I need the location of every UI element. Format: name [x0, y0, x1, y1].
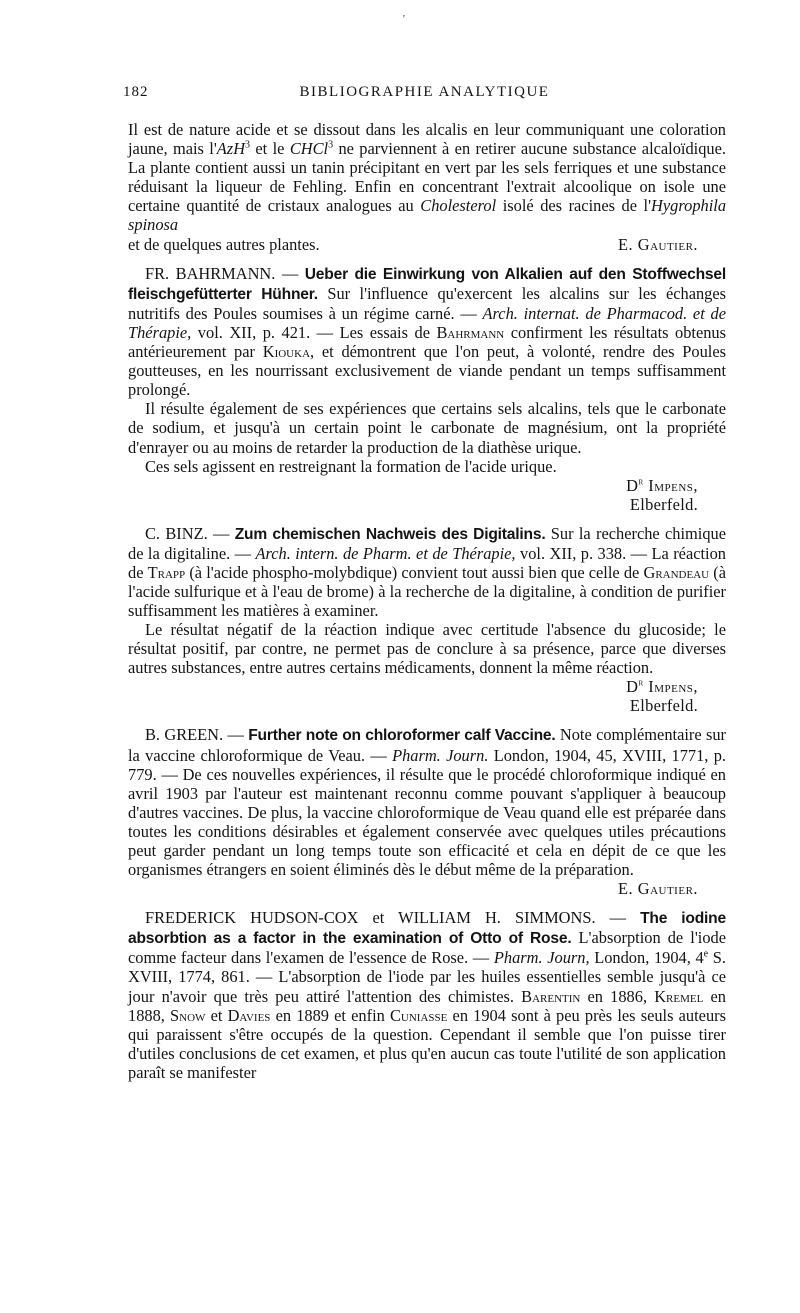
signature-impens-2: $D^r$ Impens, [626, 677, 698, 697]
entry-green: B. GREEN. — Further note on chloroformer calf Vaccine. Note complémentaire sur la vaccine chloroformique de Veau. — Pharm. Journ. London, 1904, 45, XVIII, 1771, p. 779. — De ces nouvelles expériences, il résulte que le procédé chloroformique indiqué en avril 1903 par l'auteur est maintenant reconnu comme pouvant s'appliquer à beaucoup d'autres vaccines. De plus, la vaccine chloroformique de Veau quand elle est préparée dans toutes les conditions désirables et également conservée avec quelques utiles précautions peut garder pendant un long temps toute son efficacité et cela en dépit de ce que les organismes étrangers en soient éliminés dès le début même de la préparation. [128, 725, 727, 880]
page-body [128, 120, 726, 1082]
journal-binz: Arch. intern. de Pharm. et de Thérapie, [255, 543, 516, 563]
author-binz: C. BINZ. [145, 523, 208, 543]
entry-hudson-cox: FREDERICK HUDSON-COX et WILLIAM H. SIMMONS. — The iodine absorbtion as a factor in the examination of Otto of Rose. L'absorption de l'iode comme facteur dans l'examen de l'essence de Rose. — Pharm. Journ, London, 1904, 4e S. XVIII, 1774, 861. — L'absorption de l'iode par les huiles essentielles semble jusqu'à ce jour n'avoir que très peu attiré l'attention des chimistes. Barentin en 1886, Kremel en 1888, Snow et Davies en 1889 et enfin Cuniasse en 1904 sont à peu près les seuls auteurs qui paraissent s'être occupés de la question. Cependant il semble que l'on puisse tirer d'utiles conclusions de cet examen, et plus qu'en aucun cas toute l'utilité de son application paraît se manifester [128, 908, 726, 1082]
author-bahrmann: FR. BAHRMANN. [145, 263, 276, 283]
title-green: Further note on chloroformer calf Vaccine. [248, 727, 556, 745]
signature-impens-1: $D^r$ Impens, [626, 475, 698, 495]
author-hudson-cox: FREDERICK HUDSON-COX et WILLIAM H. SIMMONS. [145, 908, 596, 928]
title-hudson-cox: The iodine absorbtion as a factor in the examination of Otto of Rose. [128, 910, 726, 948]
page-number: 182 [123, 84, 149, 100]
running-header [123, 84, 726, 106]
entry-bahrmann: FR. BAHRMANN. — Ueber die Einwirkung von Alkalien auf den Stoffwechsel fleischgefütterter Hühner. Sur l'influence qu'exercent les alcalins sur les échanges nutritifs des Poules soumises à un régime carné. — Arch. internat. de Pharmacod. et de Thérapie, vol. XII, p. 421. — Les essais de Bahrmann confirment les résultats obtenus antérieurement par Kiouka, et démontrent que l'on peut, à volonté, rendre des Poules goutteuses, en les nourrissant exclusivement de viande pendant un temps suffisamment prolongé. [128, 263, 727, 400]
bahrmann-paragraph-2: Il résulte également de ses expériences que certains sels alcalins, tels que le carbonate de sodium, et jusqu'à un certain point le carbonate de magnésium, ont la propriété d'enrayer ou au moins de retarder la production de la diathèse urique. [128, 399, 726, 457]
stray-mark: ' [403, 14, 405, 25]
signature-city-1: Elberfeld. [629, 494, 698, 514]
journal-green: Pharm. Journ. [392, 745, 489, 765]
signature-city-2: Elberfeld. [629, 696, 698, 716]
journal-bahrmann: Arch. internat. de Pharmacod. et de Thérapie, [128, 303, 726, 342]
signature-gautier-2: E. Gautier. [618, 879, 698, 899]
intro-paragraph: Il est de nature acide et se dissout dans les alcalis en leur communiquant une coloration jaune, mais l'AzH$^3$ et le CHCl$^3$ ne parviennent à en retirer aucune substance alcaloïdique. La plante contient aussi un tanin précipitant en vert par les sels ferriques et une substance réduisant la liqueur de Fehling. Enfin en concentrant l'extrait alcoolique on isole une certaine quantité de cristaux analogues au Cholesterol isolé des racines de l'Hygrophila spinosa [128, 120, 727, 235]
signature-gautier: E. Gautier. [618, 234, 698, 254]
running-title: BIBLIOGRAPHIE ANALYTIQUE [299, 84, 550, 100]
journal-hudson-cox: Pharm. Journ, [493, 948, 590, 968]
binz-paragraph-2: Le résultat négatif de la réaction indique avec certitude l'absence du glucoside; le résultat positif, par contre, ne permet pas de conclure à sa présence, parce que diverses autres substances, entre autres certains médicaments, donnent la même réaction. [128, 620, 726, 678]
title-bahrmann: Ueber die Einwirkung von Alkalien auf den Stoffwechsel fleischgefütterter Hühner. [128, 265, 726, 303]
entry-binz: C. BINZ. — Zum chemischen Nachweis des Digitalins. Sur la recherche chimique de la digitaline. — Arch. intern. de Pharm. et de Thérapie, vol. XII, p. 338. — La réaction de Trapp (à l'acide phospho-molybdique) convient tout aussi bien que celle de Grandeau (à l'acide sulfurique et à l'eau de brome) à la recherche de la digitaline, à condition de purifier suffisamment les matières à examiner. [128, 523, 727, 621]
title-binz: Zum chemischen Nachweis des Digitalins. [234, 525, 546, 543]
intro-closing-line: et de quelques autres plantes. E. Gautier. [128, 235, 726, 254]
author-green: B. GREEN. [145, 725, 224, 745]
bahrmann-paragraph-3: Ces sels agissent en restreignant la formation de l'acide urique. [145, 456, 557, 476]
